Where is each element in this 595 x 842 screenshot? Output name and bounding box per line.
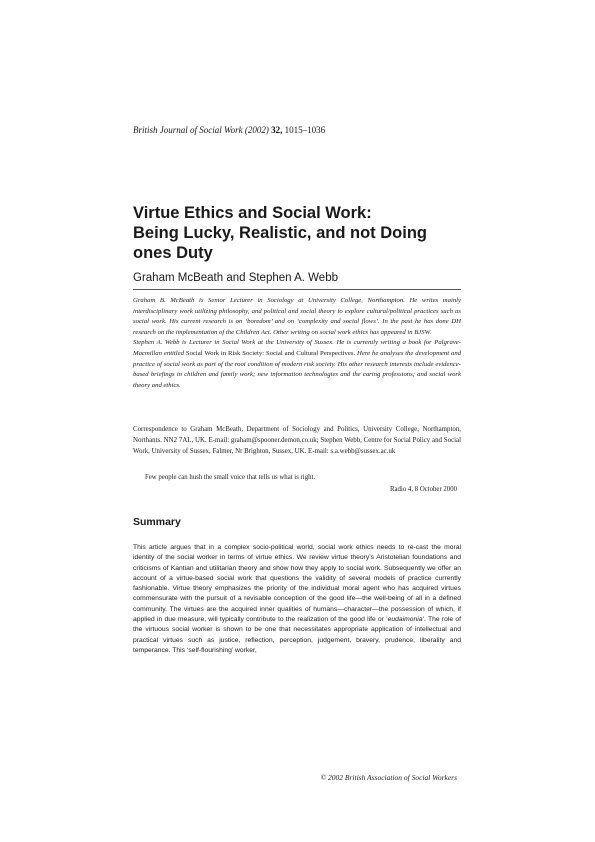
summary-term-eudaimonia: eudaimonia [387,616,423,624]
copyright-footer: © 2002 British Association of Social Workers [320,773,457,782]
epigraph-text: Few people can hush the small voice that tells us what is right. [145,474,316,481]
bio-mcbeath: Graham B. McBeath is Senior Lecturer in Sociology at University College, Northampton. He writes mainly interdisciplinary work utilizing philosophy, and political and social theory to explore cultural/political practices such as social work. His current research is on ‘boredom’ and on ‘complexity and social flows’. In the past he has done DH research on the implementation of the Children Act. Other writing on social work ethics has appeared in BJSW. [133,297,461,336]
title-line-2: Being Lucky, Realistic, and not Doing [133,224,427,242]
summary-text-part1: This article argues that in a complex socio-political world, social work ethics needs to re-cast the moral identity of the social worker in terms of virtue ethics. We review virtue theory’s Aristotelian foundations and criticisms of Kantian and utilitarian theory and show how they apply to social work. Subsequently we offer an account of a virtue-based social work that questions the validity of several models of practice currently fashionable. Virtue theory emphasizes the priority of the individual moral agent who has acquired virtues commensurate with the pursuit of a revisable conception of the good life—the well-being of all in a defined community. The virtues are the acquired inner qualities of humans—character—the possession of which, if applied in due measure, will typically contribute to the realization of the good life or ‘ [133,544,461,624]
summary-text [133,543,461,656]
article-title [133,203,473,263]
bio-webb [133,338,461,391]
title-line-1: Virtue Ethics and Social Work: [133,204,372,222]
title-line-3: ones Duty [133,244,213,262]
bio-webb-part1: Stephen A. Webb is Lecturer in Social Work at the University of Sussex. He is currently writing a book for Palgrave-Macmillan entitled [133,339,461,357]
journal-volume: 32, [271,125,283,135]
epigraph-source: Radio 4, 8 October 2000 [389,486,457,493]
journal-pages: 1015–1036 [284,125,326,135]
bio-webb-part2: Here he analyses the development and practice of social work as part of the root condition of modern risk society. His other research interests include evidence-based briefings in children and family work; new information technologies and the caring professions; and social work theory and ethics. [133,349,462,389]
correspondence-note: Correspondence to Graham McBeath, Department of Sociology and Politics, University College, Northampton, Northants. NN2 7AL, UK. E-mail: graham@spooner.demon.co.uk; Stephen Webb, Centre for Social Policy and Social Work, University of Sussex, Falmer, Nr Brighton, Sussex, UK. E-mail: s.a.webb@sussex.ac.uk [133,426,461,455]
article-authors: Graham McBeath and Stephen A. Webb [133,272,338,284]
summary-heading: Summary [133,516,181,528]
summary-text-part2: ’. The role of the virtuous social worker is shown to be one that necessitates appropriate application of intellectual and practical virtues such as justice, reflection, perception, judgement, bravery, prudence, liberality and temperance. This ‘self-flourishing’ worker, [133,616,461,654]
journal-name: British Journal of Social Work (2002) [133,125,269,135]
author-bios [133,296,461,391]
journal-citation [133,125,463,135]
bio-webb-book: Social Work in Risk Society: Social and Cultural Perspectives. [185,349,356,357]
author-divider [133,289,461,290]
